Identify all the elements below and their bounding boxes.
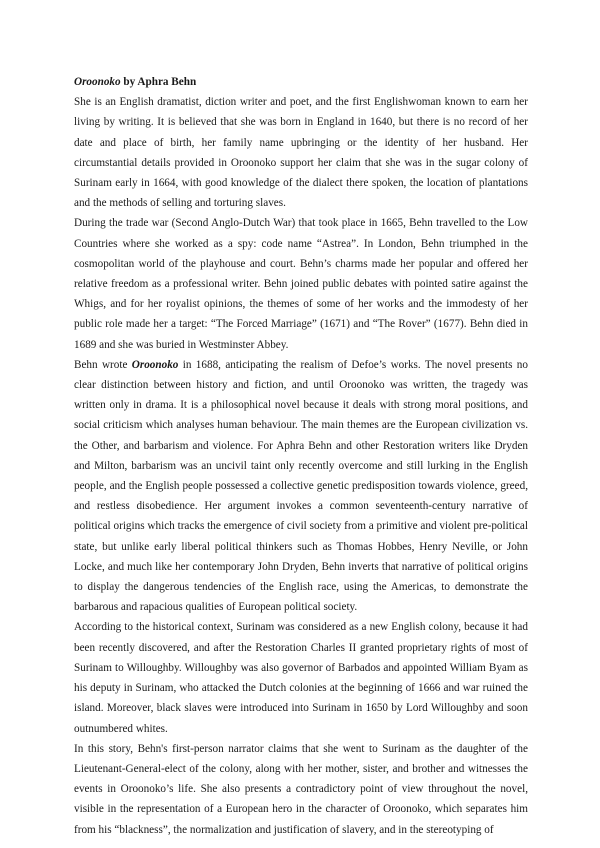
paragraph-novel-lead: Behn wrote — [74, 358, 132, 371]
paragraph-historical-context: According to the historical context, Surinam was considered as a new English colony, because it had been recently discovered, and after the Restoration Charles II granted proprietary rights of most of Surinam to Willoughby. Willoughby was also governor of Barbados and appointed William Byam as his deputy in Surinam, who attacked the Dutch colonies at the beginning of 1666 and war ruined the island. Moreover, black slaves were introduced into Surinam in 1650 by Lord Willoughby and soon outnumbered whites. — [74, 621, 528, 735]
paragraph-novel-title: Oroonoko — [131, 358, 179, 371]
title-work: Oroonoko — [74, 76, 121, 88]
document-title — [74, 72, 528, 92]
document-body — [74, 72, 528, 840]
paragraph-narrator: In this story, Behn's first-person narrator claims that she went to Surinam as the daughter of the Lieutenant-General-elect of the colony, along with her mother, sister, and brother and witnesses the events in Oroonoko’s life. She also presents a contradictory point of view throughout the novel, visible in the representation of a European hero in the character of Oroonoko, which separates him from his “blackness”, the normalization and justification of slavery, and in the stereotyping of — [74, 742, 528, 836]
paragraph-biography: She is an English dramatist, diction writer and poet, and the first Englishwoman known to earn her living by writing. It is believed that she was born in England in 1640, but there is no record of her date and place of birth, her family name upbringing or the identity of her husband. Her circumstantial details provided in Oroonoko support her claim that she was in the sugar colony of Surinam early in 1664, with good knowledge of the dialect there spoken, the location of plantations and the methods of selling and torturing slaves. — [74, 96, 528, 210]
paragraph-novel-text: in 1688, anticipating the realism of Defoe’s works. The novel presents no clear distinction between history and fiction, and until Oroonoko was written, the tragedy was written only in drama. It is a philosophical novel because it deals with strong moral positions, and social criticism which analyses human behaviour. The main themes are the European civilization vs. the Other, and barbarism and violence. For Aphra Behn and other Restoration writers like Dryden and Milton, barbarism was an uncivil taint only recently overcome and still lurking in the English people, and the English people possessed a collective genetic predisposition towards violence, greed, and restless disobedience. Her argument invokes a common seventeenth-century narrative of political origins which tracks the emergence of civil society from a primitive and violent pre-political state, but unlike early liberal political thinkers such as Thomas Hobbes, Henry Neville, or John Locke, and much like her contemporary John Dryden, Behn inverts that narrative of political origins to display the dangerous tendencies of the English race, using the Americas, to demonstrate the barbarous and rapacious qualities of European political society. — [74, 358, 528, 614]
paragraph-novel — [74, 355, 528, 618]
title-author: by Aphra Behn — [120, 76, 197, 88]
paragraph-career: During the trade war (Second Anglo-Dutch War) that took place in 1665, Behn travelled to the Low Countries where she worked as a spy: code name “Astrea”. In London, Behn triumphed in the cosmopolitan world of the playhouse and court. Behn’s charms made her popular and offered her relative freedom as a professional writer. Behn joined public debates with pointed satire against the Whigs, and for her royalist opinions, the themes of some of her works and the immodesty of her public role made her a target: “The Forced Marriage” (1671) and “The Rover” (1677). Behn died in 1689 and she was buried in Westminster Abbey. — [74, 217, 528, 351]
